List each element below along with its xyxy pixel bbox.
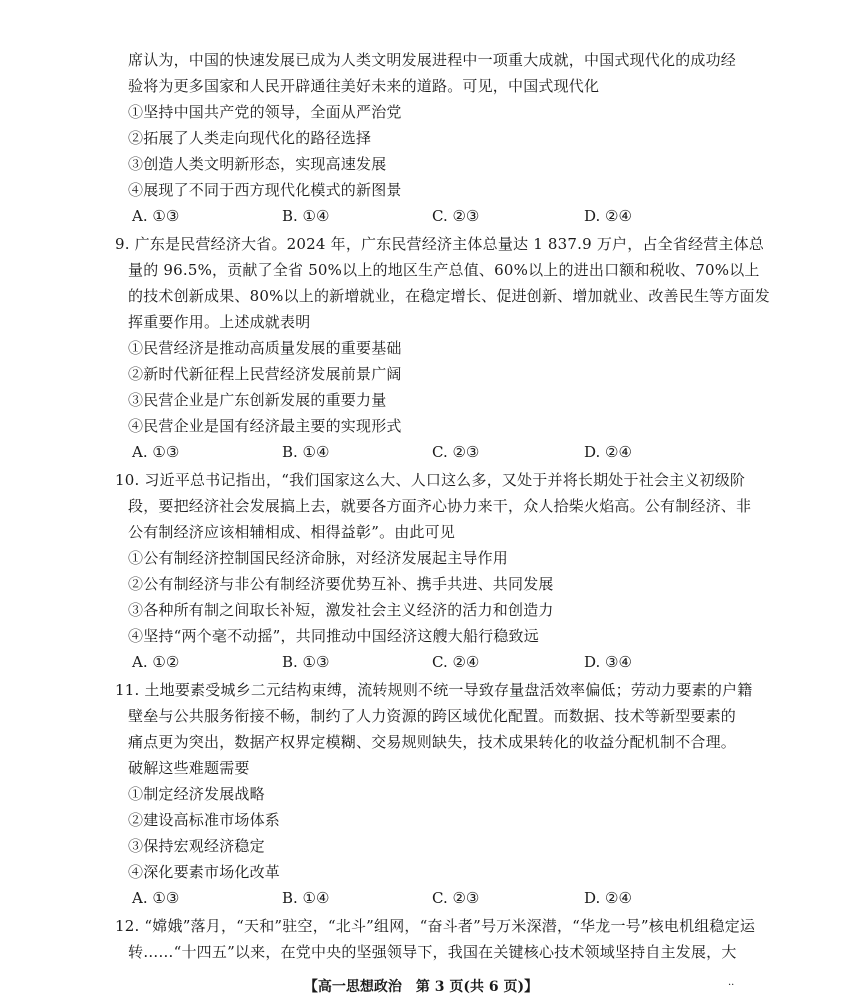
q9-item-1: ①民营经济是推动高质量发展的重要基础 [128, 339, 402, 357]
q10-item-1: ①公有制经济控制国民经济命脉，对经济发展起主导作用 [128, 549, 509, 567]
q8-stem-line-1: 席认为，中国的快速发展已成为人类文明发展进程中一项重大成就，中国式现代化的成功经 [128, 51, 737, 69]
q11-options [132, 888, 732, 910]
q9-stem-line-2: 量的 96.5%，贡献了全省 50%以上的地区生产总值、60%以上的进出口额和税收、70%以上 [128, 261, 760, 279]
q8-option-d[interactable]: D. ②④ [584, 207, 632, 225]
q11-item-2: ②建设高标准市场体系 [128, 811, 281, 829]
q9-option-d[interactable]: D. ②④ [584, 443, 632, 461]
q10-item-4: ④坚持“两个毫不动摇”，共同推动中国经济这艘大船行稳致远 [128, 627, 539, 645]
q10-item-3: ③各种所有制之间取长补短，激发社会主义经济的活力和创造力 [128, 601, 554, 619]
q9-item-3: ③民营企业是广东创新发展的重要力量 [128, 391, 387, 409]
q10-option-c[interactable]: C. ②④ [432, 653, 480, 671]
q8-stem-line-2: 验将为更多国家和人民开辟通往美好未来的道路。可见，中国式现代化 [128, 77, 600, 95]
q11-stem-line-2: 壁垒与公共服务衔接不畅，制约了人力资源的跨区域优化配置。而数据、技术等新型要素的 [128, 707, 737, 725]
q10-option-b[interactable]: B. ①③ [282, 653, 330, 671]
page-footer: 【高一思想政治 第 3 页(共 6 页)】 [303, 979, 539, 995]
q9-item-4: ④民营企业是国有经济最主要的实现形式 [128, 417, 402, 435]
q8-item-2: ②拓展了人类走向现代化的路径选择 [128, 129, 372, 147]
q8-option-b[interactable]: B. ①④ [282, 207, 330, 225]
q10-stem-line-2: 段，要把经济社会发展搞上去，就要各方面齐心协力来干，众人拾柴火焰高。公有制经济、非 [128, 497, 752, 515]
q9-options [132, 442, 732, 464]
q11-item-3: ③保持宏观经济稳定 [128, 837, 265, 855]
q11-stem-line-1: 11. 土地要素受城乡二元结构束缚，流转规则不统一导致存量盘活效率偏低；劳动力要素的户籍 [115, 681, 753, 699]
q11-item-1: ①制定经济发展战略 [128, 785, 265, 803]
q10-options [132, 652, 732, 674]
corner-mark: ·· [728, 980, 735, 991]
q10-item-2: ②公有制经济与非公有制经济要优势互补、携手共进、共同发展 [128, 575, 554, 593]
q8-option-a[interactable]: A. ①③ [132, 207, 180, 225]
q11-option-a[interactable]: A. ①③ [132, 889, 180, 907]
q9-stem-line-1: 9. 广东是民营经济大省。2024 年，广东民营经济主体总量达 1 837.9 万户，占全省经营主体总 [115, 235, 765, 253]
q12-stem-line-2: 转……“十四五”以来，在党中央的坚强领导下，我国在关键核心技术领域坚持自主发展，大 [128, 943, 737, 961]
q9-option-a[interactable]: A. ①③ [132, 443, 180, 461]
q8-item-4: ④展现了不同于西方现代化模式的新图景 [128, 181, 402, 199]
q8-item-3: ③创造人类文明新形态，实现高速发展 [128, 155, 387, 173]
q11-option-d[interactable]: D. ②④ [584, 889, 632, 907]
q9-stem-line-3: 的技术创新成果、80%以上的新增就业，在稳定增长、促进创新、增加就业、改善民生等方面发 [128, 287, 770, 305]
q11-option-c[interactable]: C. ②③ [432, 889, 480, 907]
q9-stem-line-4: 挥重要作用。上述成就表明 [128, 313, 311, 331]
q11-stem-line-3: 痛点更为突出，数据产权界定模糊、交易规则缺失，技术成果转化的收益分配机制不合理。 [128, 733, 737, 751]
q10-stem-line-3: 公有制经济应该相辅相成、相得益彰”。由此可见 [128, 523, 456, 541]
q9-option-c[interactable]: C. ②③ [432, 443, 480, 461]
q8-options [132, 206, 732, 228]
q10-option-a[interactable]: A. ①② [132, 653, 180, 671]
q12-stem-line-1: 12. “嫦娥”落月，“天和”驻空，“北斗”组网，“奋斗者”号万米深潜，“华龙一号”核电机组稳定运 [115, 917, 756, 935]
q9-option-b[interactable]: B. ①④ [282, 443, 330, 461]
q11-option-b[interactable]: B. ①④ [282, 889, 330, 907]
q11-stem-line-4: 破解这些难题需要 [128, 759, 250, 777]
q10-stem-line-1: 10. 习近平总书记指出，“我们国家这么大、人口这么多，又处于并将长期处于社会主义初级阶 [115, 471, 746, 489]
q9-item-2: ②新时代新征程上民营经济发展前景广阔 [128, 365, 402, 383]
q10-option-d[interactable]: D. ③④ [584, 653, 632, 671]
q8-item-1: ①坚持中国共产党的领导，全面从严治党 [128, 103, 402, 121]
q8-option-c[interactable]: C. ②③ [432, 207, 480, 225]
q11-item-4: ④深化要素市场化改革 [128, 863, 281, 881]
